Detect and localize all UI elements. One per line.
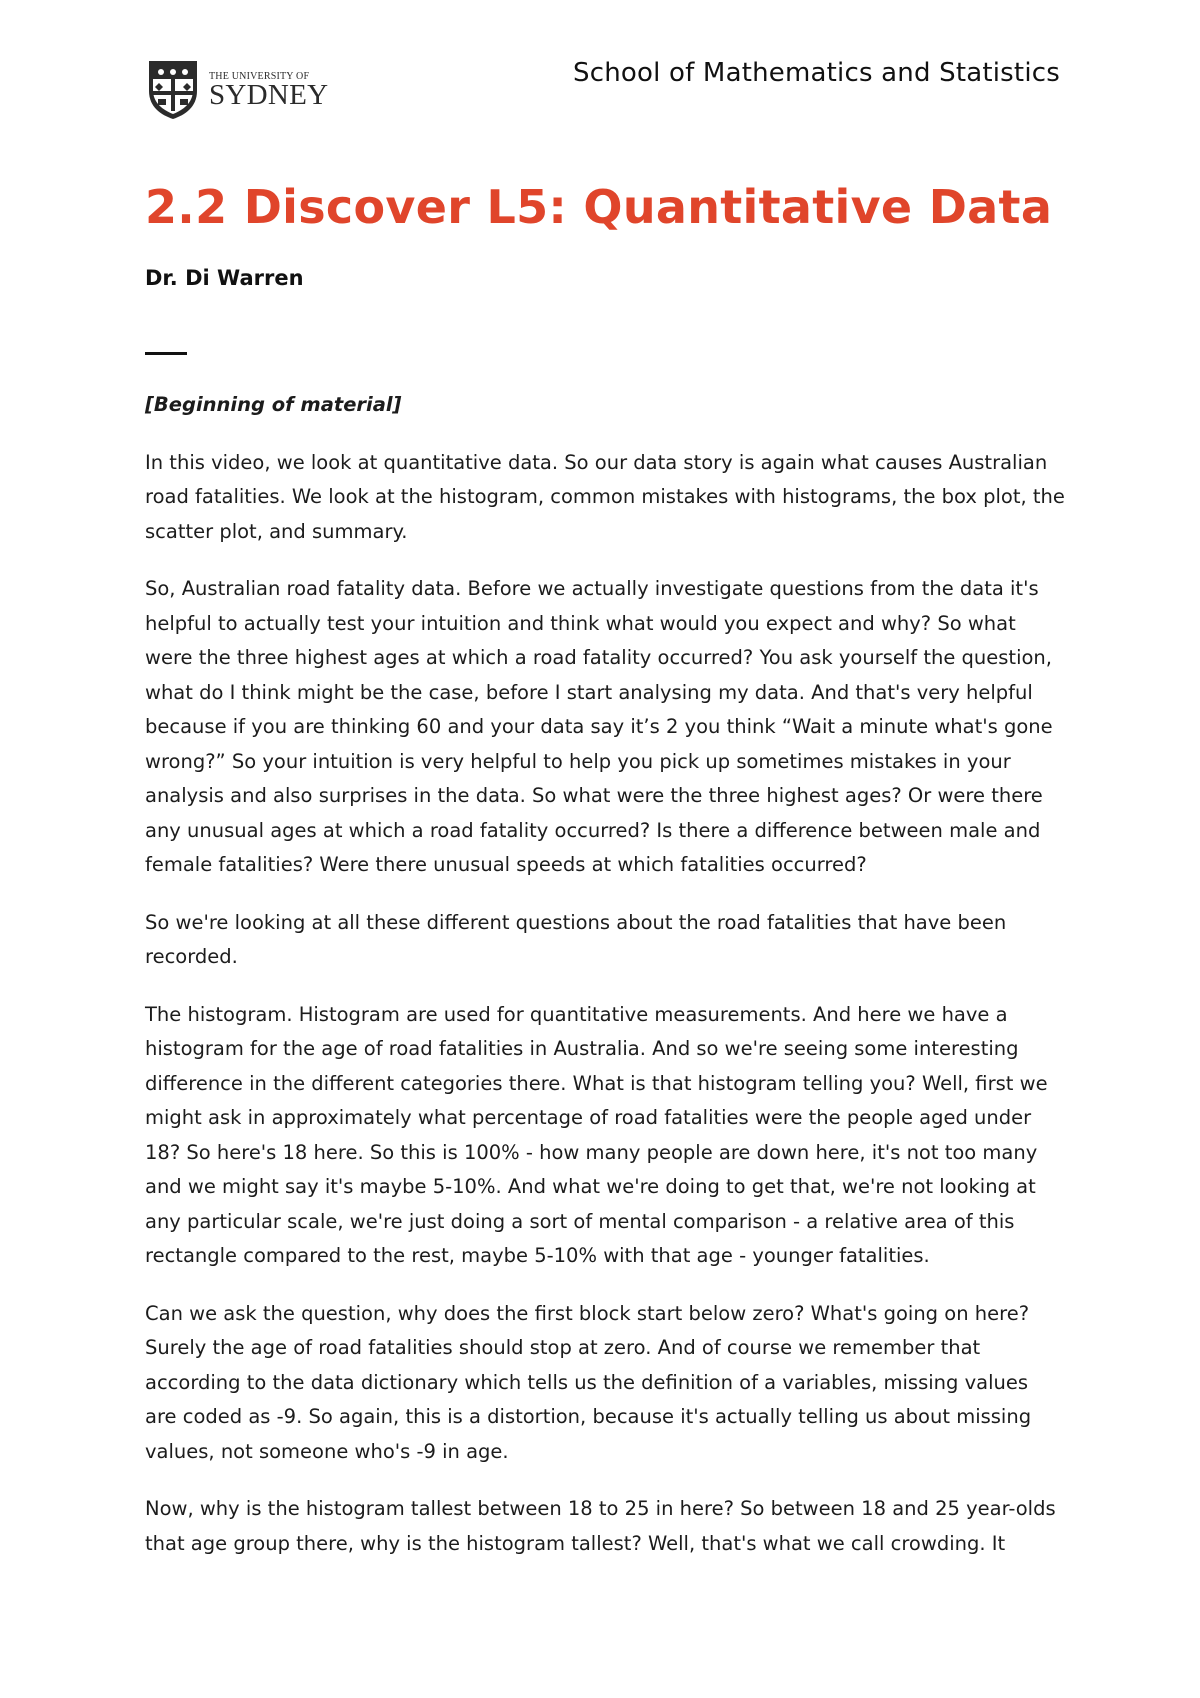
document-title: 2.2 Discover L5: Quantitative Data: [145, 180, 1053, 234]
section-marker: [Beginning of material]: [145, 393, 402, 416]
paragraph: The histogram. Histogram are used for quantitative measurements. And here we have a histogram for the age of road fatalities in Australia. And so we're seeing some interesting difference in the different categories there. What is that histogram telling you? Well, first we might ask in approximately what percentage of road fatalities were the people aged under 18? So here's 18 here. So this is 100% - how many people are down here, it's not too many and we might say it's maybe 5-10%. And what we're doing to get that, we're not looking at any particular scale, we're just doing a sort of mental comparison - a relative area of this rectangle compared to the rest, maybe 5-10% with that age - younger fatalities.: [145, 1002, 1048, 1267]
university-logo: [145, 57, 329, 121]
paragraph: Can we ask the question, why does the first block start below zero? What's going on here? Surely the age of road fatalities should stop at zero. And of course we remember that according to the data dictionary which tells us the definition of a variables, missing values are coded as -9. So again, this is a distortion, because it's actually telling us about missing values, not someone who's -9 in age.: [145, 1301, 1032, 1463]
logo-small-text: THE UNIVERSITY OF: [209, 70, 310, 82]
section-divider: [145, 352, 187, 355]
document-body: [145, 388, 1065, 1584]
paragraph: Now, why is the histogram tallest between 18 to 25 in here? So between 18 and 25 year-olds that age group there, why is the histogram tallest? Well, that's what we call crowding. It: [145, 1497, 1056, 1555]
university-wordmark: [209, 70, 329, 111]
logo-big-text: SYDNEY: [209, 78, 329, 111]
paragraph: So we're looking at all these different questions about the road fatalities that have been recorded.: [145, 910, 1007, 968]
university-crest-icon: [145, 57, 201, 121]
paragraph: In this video, we look at quantitative data. So our data story is again what causes Australian road fatalities. We look at the histogram, common mistakes with histograms, the box plot, the scatter plot, and summary.: [145, 450, 1065, 543]
document-author: Dr. Di Warren: [145, 266, 304, 290]
school-name: School of Mathematics and Statistics: [573, 58, 1060, 88]
paragraph: So, Australian road fatality data. Before we actually investigate questions from the data it's helpful to actually test your intuition and think what would you expect and why? So what were the three highest ages at which a road fatality occurred? You ask yourself the question, what do I think might be the case, before I start analysing my data. And that's very helpful because if you are thinking 60 and your data say it’s 2 you think “Wait a minute what's gone wrong?” So your intuition is very helpful to help you pick up sometimes mistakes in your analysis and also surprises in the data. So what were the three highest ages? Or were there any unusual ages at which a road fatality occurred? Is there a difference between male and female fatalities? Were there unusual speeds at which fatalities occurred?: [145, 577, 1053, 876]
